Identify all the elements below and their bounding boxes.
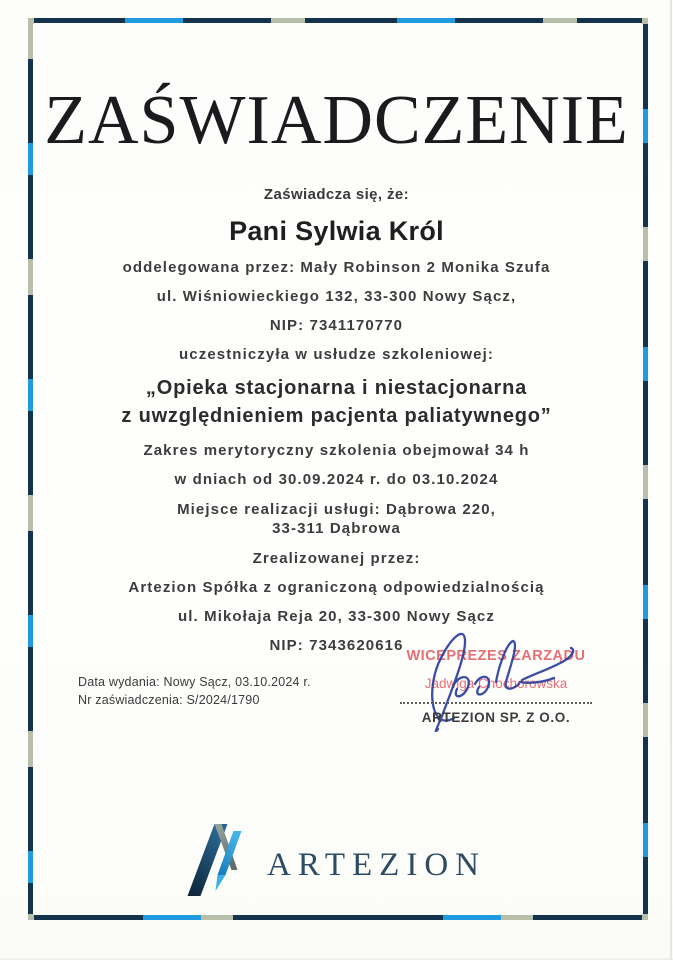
provider-nip-line: NIP: 7343620616 <box>269 637 404 654</box>
delegated-by-line: oddelegowana przez: Mały Robinson 2 Monika Szufa <box>122 259 551 276</box>
participation-line: uczestniczyła w usłudze szkoleniowej: <box>179 346 494 363</box>
border-left <box>28 23 33 915</box>
location-lines <box>40 500 633 538</box>
artezion-wordmark: ARTEZION <box>267 846 486 883</box>
issue-date: Data wydania: Nowy Sącz, 03.10.2024 r. <box>78 675 311 689</box>
signature-company: ARTEZION SP. Z O.O. <box>421 710 571 725</box>
provider-address-line: ul. Mikołaja Reja 20, 33-300 Nowy Sącz <box>178 608 495 625</box>
location-line1: Miejsce realizacji usługi: Dąbrowa 220, <box>177 501 496 518</box>
provider-name-line: Artezion Spółka z ograniczoną odpowiedzialnością <box>128 579 545 596</box>
scope-line: Zakres merytoryczny szkolenia obejmował 34 h <box>143 442 530 459</box>
issue-info <box>78 673 311 709</box>
border-corner-top-left <box>28 18 34 24</box>
border-bottom <box>33 915 643 920</box>
dates-line: w dniach od 30.09.2024 r. do 03.10.2024 <box>174 471 499 488</box>
location-line2: 33-311 Dąbrowa <box>272 520 401 537</box>
course-title <box>40 374 633 430</box>
stamp-name: Jadwiga Chochorowska <box>424 676 568 691</box>
artezion-logo <box>187 818 486 898</box>
border-corner-bottom-right <box>642 914 648 920</box>
border-corner-bottom-left <box>28 914 34 920</box>
signature-line <box>400 702 592 704</box>
certificate-title: ZAŚWIADCZENIE <box>44 82 629 159</box>
realized-by-label: Zrealizowanej przez: <box>252 550 421 567</box>
certificate-number: Nr zaświadczenia: S/2024/1790 <box>78 693 260 707</box>
border-corner-top-right <box>642 18 648 24</box>
course-title-line2: z uwzględnieniem pacjenta paliatywnego” <box>121 405 552 427</box>
border-right <box>643 23 648 915</box>
delegator-address-line: ul. Wiśniowieckiego 132, 33-300 Nowy Sącz, <box>156 288 517 305</box>
course-title-line1: „Opieka stacjonarna i niestacjonarna <box>145 377 528 399</box>
certificate-body <box>40 0 633 654</box>
stamp-role: WICEPREZES ZARZĄDU <box>406 648 586 664</box>
intro-line: Zaświadcza się, że: <box>263 186 410 203</box>
scan-edge-artifact <box>670 0 672 960</box>
delegator-nip-line: NIP: 7341170770 <box>269 317 404 334</box>
artezion-logo-mark <box>187 818 243 898</box>
recipient-name: Pani Sylwia Król <box>229 216 444 246</box>
